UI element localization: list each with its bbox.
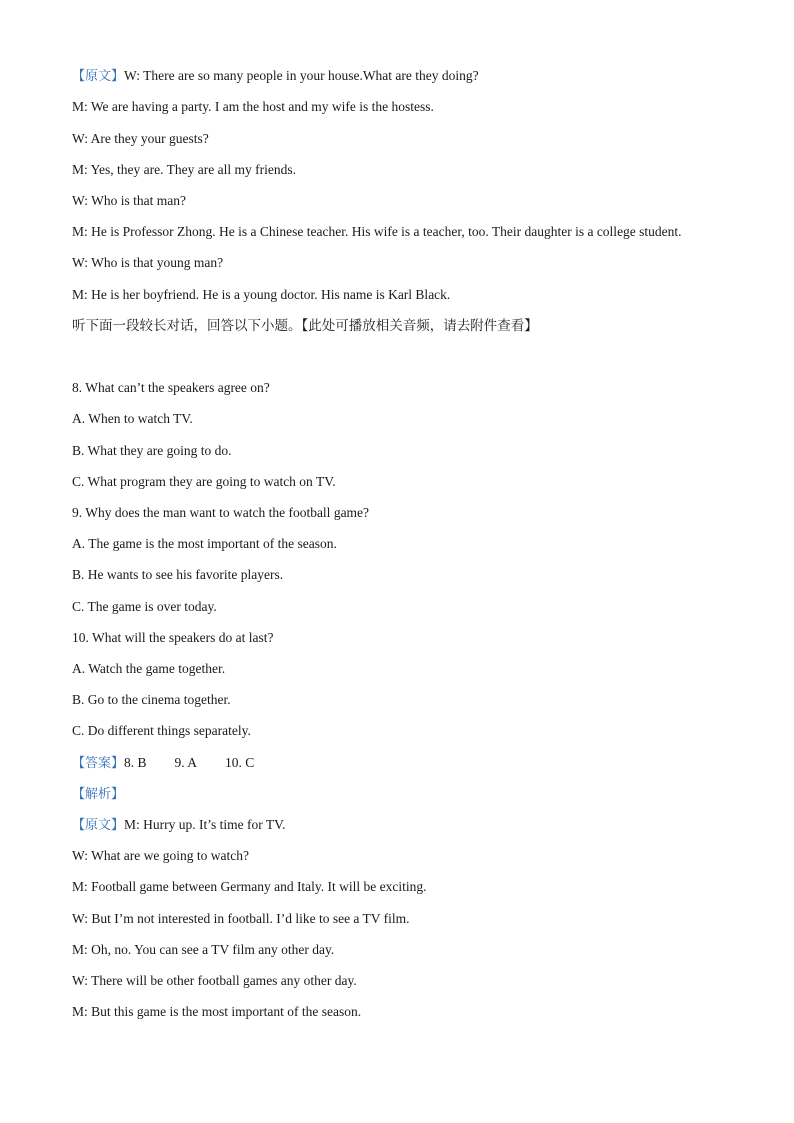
- transcript-2-line-5: M: Oh, no. You can see a TV film any other day.: [72, 942, 335, 957]
- transcript-1-line-7: W: Who is that young man?: [72, 255, 224, 270]
- transcript-2-line-1: [72, 816, 286, 835]
- transcript-1-line-3: W: Are they your guests?: [72, 131, 209, 146]
- question-10-stem: 10. What will the speakers do at last?: [72, 630, 274, 645]
- question-9-option-a: A. The game is the most important of the season.: [72, 536, 337, 551]
- transcript-1-line-4: M: Yes, they are. They are all my friends.: [72, 162, 296, 177]
- question-10-option-c: C. Do different things separately.: [72, 723, 251, 738]
- answer-item-9: 9. A: [174, 755, 198, 770]
- question-8-option-c: C. What program they are going to watch on TV.: [72, 474, 336, 489]
- original-text-tag-2: 【原文】: [72, 818, 125, 833]
- listening-instruction: 听下面一段较长对话，回答以下小题。【此处可播放相关音频，请去附件查看】: [72, 318, 538, 334]
- transcript-2-line-7: M: But this game is the most important of the season.: [72, 1004, 362, 1019]
- transcript-1-line-8: M: He is her boyfriend. He is a young doctor. His name is Karl Black.: [72, 287, 451, 302]
- question-9-stem: 9. Why does the man want to watch the football game?: [72, 505, 370, 520]
- transcript-text: W: There are so many people in your house.What are they doing?: [124, 68, 479, 83]
- answer-item-8: 8. B: [124, 755, 147, 770]
- original-text-tag: 【原文】: [72, 69, 125, 84]
- question-8-option-b: B. What they are going to do.: [72, 443, 232, 458]
- question-9-option-b: B. He wants to see his favorite players.: [72, 567, 284, 582]
- transcript-1-line-1: [72, 67, 479, 86]
- transcript-2-line-4: W: But I’m not interested in football. I’d like to see a TV film.: [72, 911, 410, 926]
- transcript-2-line-6: W: There will be other football games any other day.: [72, 973, 357, 988]
- answer-item-10: 10. C: [225, 755, 255, 770]
- transcript-1-line-2: M: We are having a party. I am the host and my wife is the hostess.: [72, 99, 434, 114]
- question-10-option-a: A. Watch the game together.: [72, 661, 226, 676]
- answer-tag: 【答案】: [72, 756, 125, 771]
- question-8-stem: 8. What can’t the speakers agree on?: [72, 380, 270, 395]
- analysis-tag: 【解析】: [72, 787, 125, 802]
- transcript-text: M: Hurry up. It’s time for TV.: [124, 817, 286, 832]
- transcript-2-line-2: W: What are we going to watch?: [72, 848, 249, 863]
- question-8-option-a: A. When to watch TV.: [72, 411, 193, 426]
- transcript-1-line-5: W: Who is that man?: [72, 193, 186, 208]
- transcript-2-line-3: M: Football game between Germany and Italy. It will be exciting.: [72, 879, 427, 894]
- transcript-1-line-6: M: He is Professor Zhong. He is a Chinese teacher. His wife is a teacher, too. Their daughter is a college student.: [72, 224, 682, 239]
- analysis-line: [72, 785, 124, 804]
- question-10-option-b: B. Go to the cinema together.: [72, 692, 231, 707]
- question-9-option-c: C. The game is over today.: [72, 599, 217, 614]
- answer-line: [72, 754, 254, 773]
